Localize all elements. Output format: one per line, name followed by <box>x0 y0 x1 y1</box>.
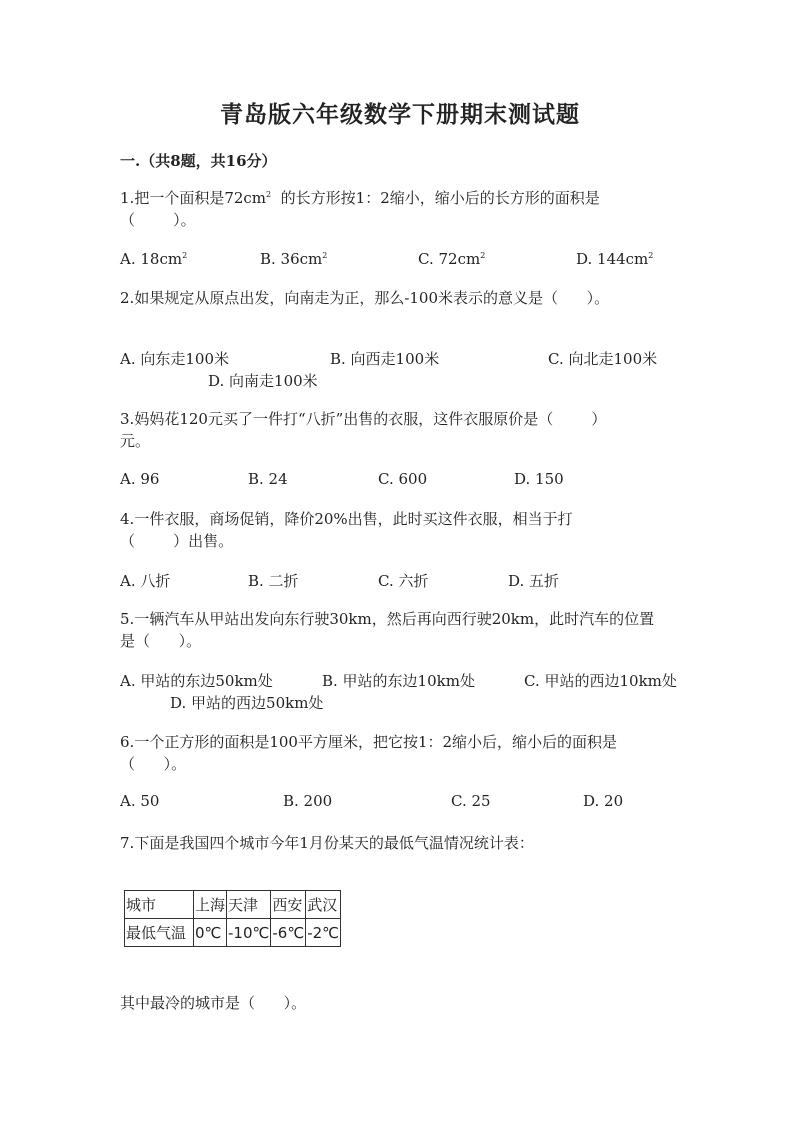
question-text: 一件衣服，商场促销，降价20%出售，此时买这件衣服，相当于打 <box>134 510 573 528</box>
table-cell: 西安 <box>271 891 306 919</box>
question-1 <box>120 187 680 231</box>
question-2-line1 <box>120 287 680 309</box>
option-5a[interactable]: A. 甲站的东边50km处 <box>120 672 273 690</box>
option-3d[interactable]: D. 150 <box>514 470 564 488</box>
superscript: 2 <box>322 251 328 260</box>
superscript: 2 <box>648 251 654 260</box>
table-cell: 城市 <box>125 891 194 919</box>
section-heading: 一.（共8题，共16分） <box>120 152 277 170</box>
option-3b[interactable]: B. 24 <box>248 470 288 488</box>
option-1a[interactable] <box>120 250 187 268</box>
question-6-line2: （ ）。 <box>120 755 187 773</box>
question-1-line2: （ ）。 <box>120 211 196 229</box>
table-cell: -2℃ <box>306 919 341 947</box>
temperature-table <box>124 890 341 947</box>
question-number: 4. <box>120 510 135 528</box>
option-6c[interactable]: C. 25 <box>451 792 491 810</box>
option-3c[interactable]: C. 600 <box>378 470 428 488</box>
question-7-line1 <box>120 832 680 854</box>
option-text: D. 144cm <box>576 250 649 268</box>
question-3-line1 <box>120 408 680 430</box>
question-6-line1 <box>120 731 680 753</box>
question-number: 1. <box>120 189 135 207</box>
option-text: B. 36cm <box>260 250 323 268</box>
question-4-line2: （ ）出售。 <box>120 532 234 550</box>
superscript: 2 <box>182 251 188 260</box>
question-7-after: 其中最冷的城市是（ ）。 <box>120 994 307 1012</box>
question-text: 下面是我国四个城市今年1月份某天的最低气温情况统计表： <box>134 834 534 852</box>
question-text: 妈妈花120元买了一件打“八折”出售的衣服，这件衣服原价是（ ） <box>134 410 607 428</box>
option-2a[interactable]: A. 向东走100米 <box>120 350 229 368</box>
option-2d[interactable]: D. 向南走100米 <box>208 372 318 390</box>
superscript: 2 <box>480 251 486 260</box>
option-6d[interactable]: D. 20 <box>583 792 624 810</box>
option-1b[interactable] <box>260 250 327 268</box>
superscript: 2 <box>266 190 272 199</box>
table-cell: -10℃ <box>227 919 271 947</box>
option-1c[interactable] <box>418 250 485 268</box>
option-5c[interactable]: C. 甲站的西边10km处 <box>524 672 677 690</box>
option-5b[interactable]: B. 甲站的东边10km处 <box>322 672 475 690</box>
question-1-line1 <box>120 187 680 209</box>
table-cell: 最低气温 <box>125 919 194 947</box>
table-cell: 0℃ <box>194 919 227 947</box>
question-4 <box>120 508 680 552</box>
question-2 <box>120 287 680 309</box>
option-5d[interactable]: D. 甲站的西边50km处 <box>170 694 324 712</box>
table-cell: 武汉 <box>306 891 341 919</box>
option-2b[interactable]: B. 向西走100米 <box>330 350 440 368</box>
question-3-line2: 元。 <box>120 432 151 450</box>
table-row-header <box>125 891 341 919</box>
option-1d[interactable] <box>576 250 653 268</box>
question-text: 一辆汽车从甲站出发向东行驶30km，然后再向西行驶20km，此时汽车的位置 <box>134 610 655 628</box>
table-cell: -6℃ <box>271 919 306 947</box>
table-row <box>125 919 341 947</box>
option-2c[interactable]: C. 向北走100米 <box>548 350 658 368</box>
option-6b[interactable]: B. 200 <box>283 792 333 810</box>
question-text: 把一个面积是72cm <box>134 189 267 207</box>
question-number: 5. <box>120 610 135 628</box>
option-3a[interactable]: A. 96 <box>120 470 160 488</box>
question-text: 一个正方形的面积是100平方厘米，把它按1：2缩小后，缩小后的面积是 <box>134 733 618 751</box>
question-number: 6. <box>120 733 135 751</box>
question-5 <box>120 608 680 652</box>
question-4-line1 <box>120 508 680 530</box>
question-number: 3. <box>120 410 135 428</box>
question-5-line2: 是（ ）。 <box>120 632 202 650</box>
option-4c[interactable]: C. 六折 <box>378 572 429 590</box>
option-6a[interactable]: A. 50 <box>120 792 160 810</box>
table-cell: 天津 <box>227 891 271 919</box>
question-number: 7. <box>120 834 135 852</box>
question-text: 的长方形按1：2缩小，缩小后的长方形的面积是 <box>271 189 600 207</box>
question-3 <box>120 408 680 452</box>
option-text: C. 72cm <box>418 250 481 268</box>
option-4a[interactable]: A. 八折 <box>120 572 171 590</box>
option-4d[interactable]: D. 五折 <box>508 572 560 590</box>
question-number: 2. <box>120 289 135 307</box>
question-7 <box>120 832 680 854</box>
page-title: 青岛版六年级数学下册期末测试题 <box>220 101 580 128</box>
option-text: A. 18cm <box>120 250 183 268</box>
question-6 <box>120 731 680 775</box>
question-text: 如果规定从原点出发，向南走为正，那么-100米表示的意义是（ ）。 <box>134 289 610 307</box>
question-5-line1 <box>120 608 680 630</box>
table-cell: 上海 <box>194 891 227 919</box>
option-4b[interactable]: B. 二折 <box>248 572 299 590</box>
